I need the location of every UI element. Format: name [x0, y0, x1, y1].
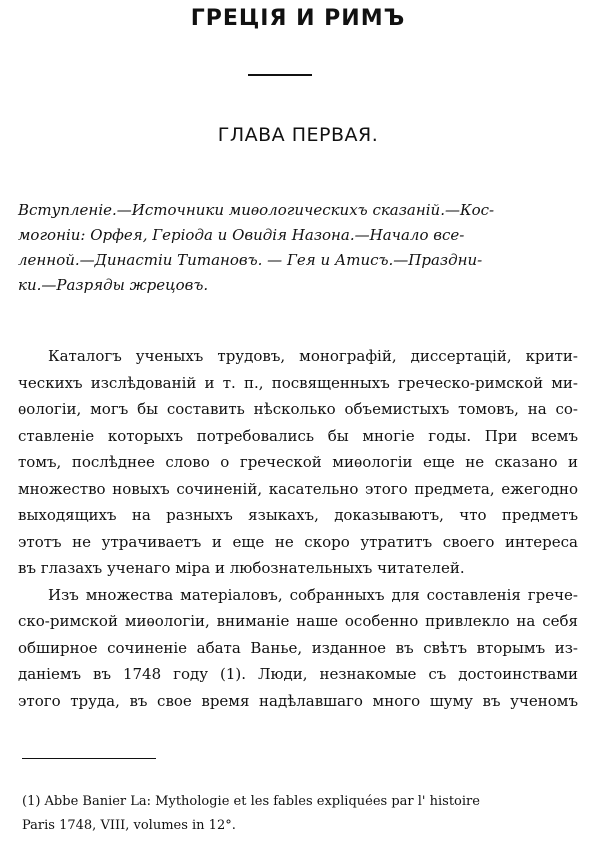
chapter-summary — [18, 198, 578, 298]
body-line: Изъ множества матеріаловъ, собранныхъ для составленія грече- — [48, 585, 578, 604]
body-line: ческихъ изслѣдованій и т. п., посвященныхъ греческо-римской ми- — [18, 373, 578, 392]
body-text — [18, 343, 578, 714]
body-line: даніемъ въ 1748 году (1). Люди, незнакомые съ достоинствами — [18, 665, 578, 683]
chapter-title: ГЛАВА ПЕРВАЯ. — [217, 124, 379, 146]
body-line: обширное сочиненіе абата Ванье, изданное въ свѣтъ вторымъ из- — [18, 638, 578, 657]
body-line: въ глазахъ ученаго міра и любознательныхъ читателей. — [18, 559, 465, 577]
body-line: множество новыхъ сочиненій, касательно этого предмета, ежегодно — [18, 479, 578, 498]
footnote-line: (1) Abbe Banier La: Mythologie et les fables expliquées par l' histoire — [22, 794, 480, 809]
summary-line: ки.—Разряды жрецовъ. — [18, 276, 209, 294]
body-line: томъ, послѣднее слово о греческой миѳологіи еще не сказано и — [18, 453, 578, 471]
body-line: этотъ не утрачиваетъ и еще не скоро утратитъ своего интереса — [18, 532, 578, 551]
footnote-divider — [22, 758, 156, 759]
body-line: ѳологіи, могъ бы составить нѣсколько объемистыхъ томовъ, на со- — [18, 400, 578, 418]
summary-line: могоніи: Орфея, Геріода и Овидія Назона.—Начало все- — [18, 226, 465, 244]
body-line: ставленіе которыхъ потребовались бы многіе годы. При всемъ — [18, 426, 578, 445]
running-title: ГРЕЦІЯ И РИМЪ — [190, 6, 406, 31]
footnote-line: Paris 1748, VIII, volumes in 12°. — [22, 818, 236, 833]
title-divider — [248, 74, 312, 76]
summary-line: ленной.—Династіи Титановъ. — Гея и Атисъ.—Праздни- — [18, 251, 483, 269]
summary-line: Вступленіе.—Источники миѳологическихъ сказаній.—Кос- — [18, 201, 495, 219]
body-line: Каталогъ ученыхъ трудовъ, монографій, диссертацій, крити- — [48, 347, 578, 365]
body-line: ско-римской миѳологіи, вниманіе наше особенно привлекло на себя — [18, 612, 578, 630]
body-line: выходящихъ на разныхъ языкахъ, доказываютъ, что предметъ — [18, 506, 578, 524]
footnote — [22, 790, 578, 838]
body-line: этого труда, въ свое время надѣлавшаго много шуму въ ученомъ — [18, 691, 578, 710]
